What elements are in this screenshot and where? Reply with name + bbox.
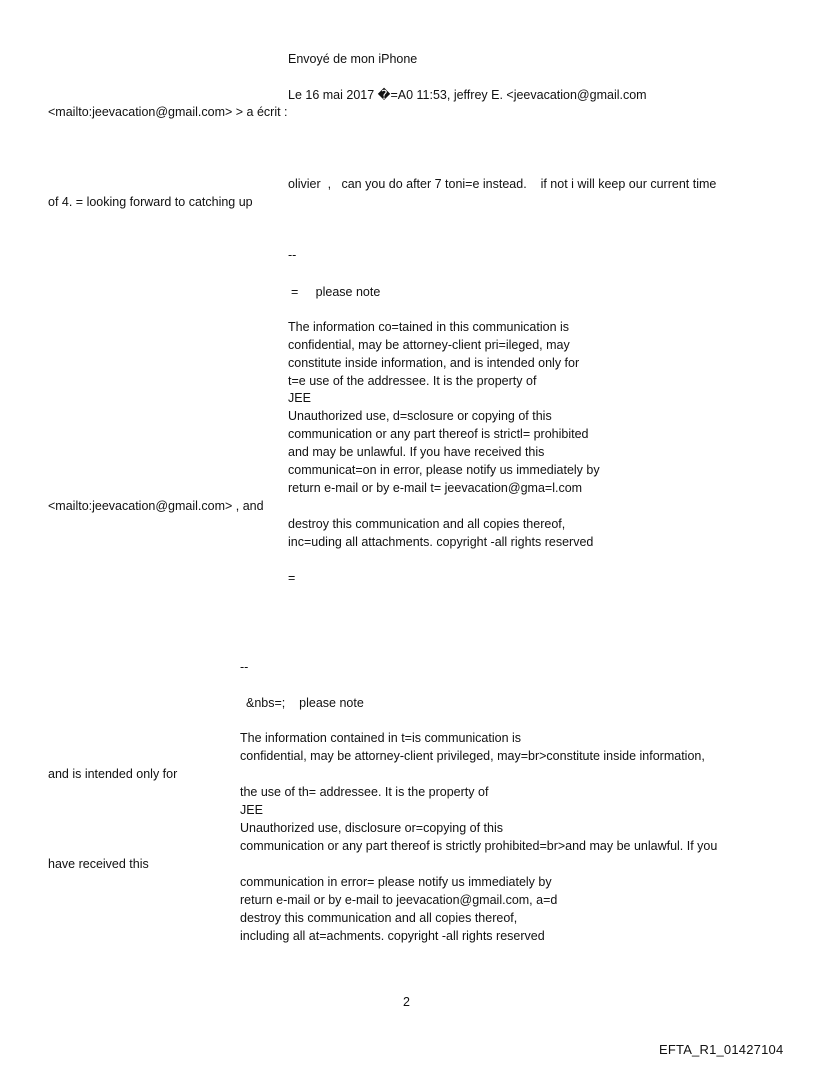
disclaimer-line: communication in error= please notify us immediately by <box>240 875 552 889</box>
disclaimer-line: confidential, may be attorney-client privileged, may=br>constitute inside information, <box>240 749 705 763</box>
disclaimer-line: communicat=on in error, please notify us immediately by <box>288 463 600 477</box>
signature-separator: -- <box>240 660 249 674</box>
disclaimer-line: Unauthorized use, disclosure or=copying of this <box>240 821 503 835</box>
disclaimer-line: The information contained in t=is communication is <box>240 731 522 745</box>
disclaimer-line: and is intended only for <box>48 767 178 781</box>
reply-header-mailto: <mailto:jeevacation@gmail.com> > a écrit : <box>48 105 288 119</box>
disclaimer-line: destroy this communication and all copies thereof, <box>288 517 566 531</box>
signature-separator: -- <box>288 248 297 262</box>
disclaimer-line: communication or any part thereof is strictly prohibited=br>and may be unlawful. If you <box>240 839 718 853</box>
document-id: EFTA_R1_01427104 <box>659 1042 784 1057</box>
please-note-heading: &nbs=; please note <box>246 696 364 710</box>
disclaimer-line: communication or any part thereof is strictl= prohibited <box>288 427 589 441</box>
disclaimer-line: t=e use of the addressee. It is the property of <box>288 374 537 388</box>
disclaimer-line: JEE <box>240 803 263 817</box>
message-body-line: of 4. = looking forward to catching up <box>48 195 253 209</box>
message-body-line: olivier , can you do after 7 toni=e instead. if not i will keep our current time <box>288 177 717 191</box>
disclaimer-line: return e-mail or by e-mail to jeevacation@gmail.com, a=d <box>240 893 558 907</box>
page-number: 2 <box>403 995 410 1009</box>
reply-header-line: Le 16 mai 2017 �=A0 11:53, jeffrey E. <jeevacation@gmail.com <box>288 88 647 102</box>
disclaimer-line: and may be unlawful. If you have received this <box>288 445 545 459</box>
equals-line: = <box>288 571 296 585</box>
disclaimer-line: including all at=achments. copyright -all rights reserved <box>240 929 545 943</box>
disclaimer-line: destroy this communication and all copies thereof, <box>240 911 518 925</box>
disclaimer-line: inc=uding all attachments. copyright -all rights reserved <box>288 535 594 549</box>
disclaimer-line: The information co=tained in this communication is <box>288 320 570 334</box>
disclaimer-line: JEE <box>288 391 311 405</box>
disclaimer-line: constitute inside information, and is intended only for <box>288 356 580 370</box>
disclaimer-line: the use of th= addressee. It is the property of <box>240 785 489 799</box>
disclaimer-line: Unauthorized use, d=sclosure or copying of this <box>288 409 552 423</box>
please-note-heading: = please note <box>291 285 381 299</box>
disclaimer-line: confidential, may be attorney-client pri=ileged, may <box>288 338 570 352</box>
disclaimer-line: have received this <box>48 857 149 871</box>
mailto-line: <mailto:jeevacation@gmail.com> , and <box>48 499 264 513</box>
disclaimer-line: return e-mail or by e-mail t= jeevacation@gma=l.com <box>288 481 583 495</box>
sent-from-line: Envoyé de mon iPhone <box>288 52 418 66</box>
